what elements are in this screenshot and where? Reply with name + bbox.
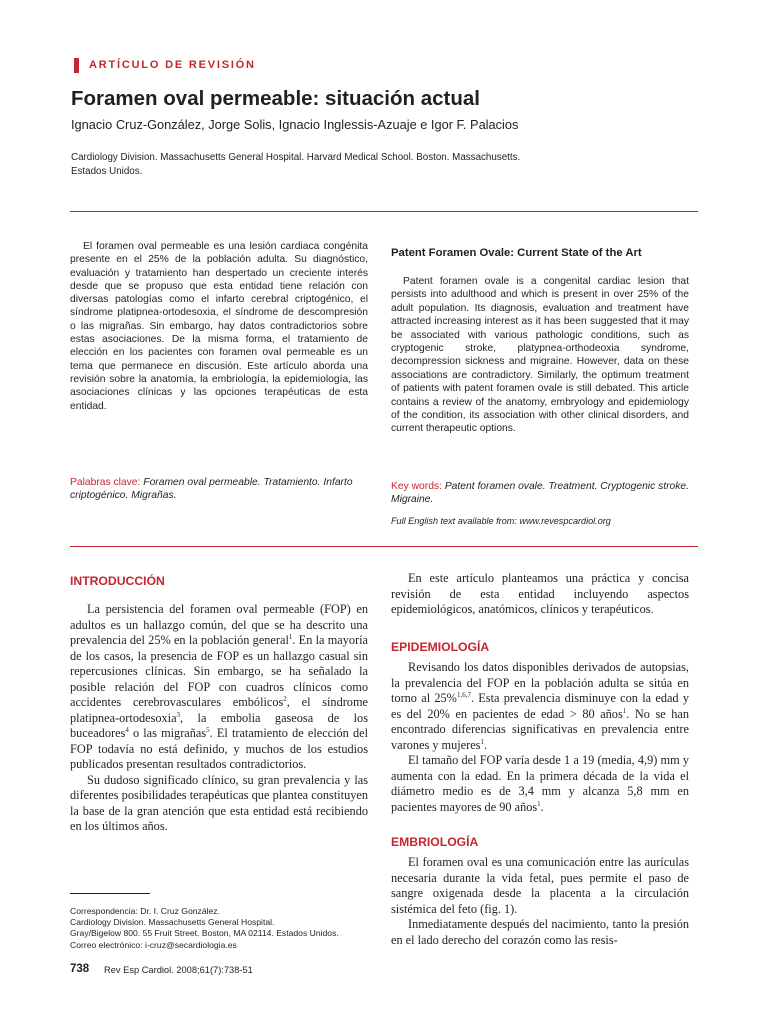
keywords-english	[391, 480, 689, 507]
abstract-english: Patent foramen ovale is a congenital cardiac lesion that persists into adulthood and which is present in over 25% of the adult population. Its diagnosis, evaluation and treatment have attracted increasing interest as it has been suggested that it may be associated with various pathologic conditions, such as cryptogenic stroke, platypnea-orthodeoxia syndrome, decompression sickness and migraine. However, data on these associations are contradictory. Similarly, the optimum treatment of patients with patent foramen ovale is still debated. This article contains a review of the anatomy, embryology and epidemiology of the condition, its association with other clinical disorders, and current therapeutic options.	[391, 276, 689, 435]
abstract-spanish: El foramen oval permeable es una lesión cardiaca congénita presente en el 25% de la población adulta. Su diagnóstico, evaluación y tratamiento han despertado un creciente interés desde que se propuso que esta entidad tiene relación con diversas patologías como el infarto cerebral criptogénico, el síndrome platipnea-ortodesoxia, el síndrome de descompresión o las migrañas. Sin embargo, hay datos contradictorios sobre estas asociaciones. De la misma forma, el tratamiento de elección en los pacientes con foramen oval permeable es un tema que permanece en discusión. Este artículo aborda una revisión sobre la anatomía, la embriología, la epidemiología, las asociaciones clínicas y las opciones terapéuticas de esta entidad.	[70, 241, 368, 412]
correspondence	[70, 906, 339, 951]
keywords-label: Key words:	[391, 481, 442, 492]
intro-text	[70, 602, 368, 835]
article-title: Foramen oval permeable: situación actual	[71, 87, 480, 110]
paragraph: Su dudoso significado clínico, su gran prevalencia y las diferentes posibilidades terapéuticas que plantea constituyen la base de la gran atención que esta entidad está recibiendo en los últimos años.	[70, 772, 368, 833]
affiliation-line: Estados Unidos.	[71, 166, 143, 177]
page-number: 738	[70, 963, 90, 975]
full-text-link[interactable]: Full English text available from: www.revespcardiol.org	[391, 516, 611, 526]
keywords-label: Palabras clave:	[70, 477, 141, 488]
header-divider	[70, 211, 698, 212]
paragraph: El foramen oval es una comunicación entre las aurículas necesaria durante la vida fetal, pues permite el paso de sangre oxigenada desde la placenta a la circulación sistémica del feto (fig. 1).	[391, 855, 689, 916]
epidemiology-text	[391, 660, 689, 815]
paragraph: La persistencia del foramen oval permeable (FOP) en adultos es un hallazgo común, del que se ha descrito una prevalencia del 25% en la población general$^1$. En la mayoría de los casos, la presencia de FOP es un hallazgo casual sin repercusiones clínicas. Sin embargo, se ha señalado la posible relación del FOP con cuadros clínicos como accidentes cerebrovasculares embólicos$^2$, el síndrome platipnea-ortodesoxia$^3$, la embolia gaseosa de los buceadores$^4$ o las migrañas$^5$. El tratamiento de elección del FOP todavía no está definido, y muchos de los estudios publicados presentan resultados contradictorios.	[70, 602, 368, 771]
journal-citation: Rev Esp Cardiol. 2008;61(7):738-51	[104, 965, 253, 975]
english-title: Patent Foramen Ovale: Current State of the Art	[391, 247, 642, 259]
paragraph: En este artículo planteamos una práctica y concisa revisión de esta entidad incluyendo aspectos epidemiológicos, anatómicos, clínicos y terapéuticos.	[391, 571, 689, 616]
keywords-values: Foramen oval permeable. Tratamiento. Infarto criptogénico. Migrañas.	[70, 477, 353, 502]
section-marker-bar	[74, 58, 79, 73]
section-label: ARTÍCULO DE REVISIÓN	[89, 59, 256, 71]
intro-continued	[391, 571, 689, 618]
keywords-spanish	[70, 476, 368, 503]
heading-embriologia: EMBRIOLOGÍA	[391, 835, 479, 849]
embryology-text	[391, 855, 689, 948]
paragraph: Revisando los datos disponibles derivados de autopsias, la prevalencia del FOP en la población adulta se sitúa en torno al 25%$^{1,6,7}$. Esta prevalencia disminuye con la edad y es del 20% en pacientes de edad > 80 años$^1$. No se han encontrado diferencias significativas en prevalencia entre varones y mujeres$^1$.	[391, 660, 690, 752]
correspondence-line: Cardiology Division. Massachusetts General Hospital.	[70, 917, 275, 928]
affiliation	[71, 151, 631, 179]
footnote-rule	[70, 893, 150, 894]
keywords-values: Patent foramen ovale. Treatment. Cryptogenic stroke. Migraine.	[391, 481, 690, 506]
heading-epidemiologia: EPIDEMIOLOGÍA	[391, 640, 490, 654]
heading-introduccion: INTRODUCCIÓN	[70, 574, 165, 588]
paragraph: Inmediatamente después del nacimiento, tanto la presión en el lado derecho del corazón como las resis-	[391, 917, 689, 947]
affiliation-line: Cardiology Division. Massachusetts General Hospital. Harvard Medical School. Boston. Massachusetts.	[71, 152, 521, 163]
correspondence-line: Correspondencia: Dr. I. Cruz González.	[70, 906, 220, 916]
paragraph: El tamaño del FOP varía desde 1 a 19 (media, 4,9) mm y aumenta con la edad. En la primera década de la vida el diámetro medio es de 3,4 mm y alcanza 5,8 mm en pacientes mayores de 90 años$^1$.	[391, 753, 689, 814]
authors: Ignacio Cruz-González, Jorge Solis, Ignacio Inglessis-Azuaje e Igor F. Palacios	[71, 117, 519, 132]
correspondence-email[interactable]: Correo electrónico: i-cruz@secardiologia.es	[70, 939, 237, 950]
correspondence-line: Gray/Bigelow 800. 55 Fruit Street. Boston, MA 02114. Estados Unidos.	[70, 928, 339, 939]
abstract-divider	[70, 546, 698, 547]
